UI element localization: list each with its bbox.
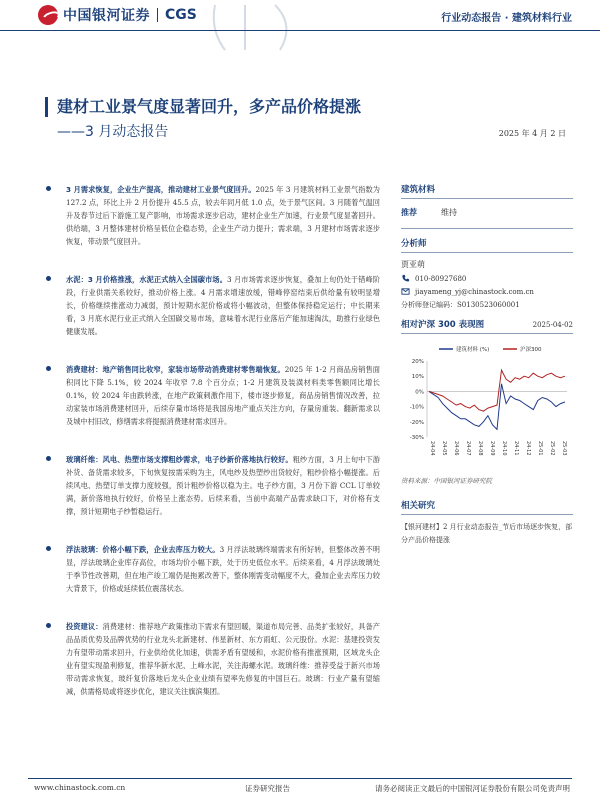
x-tick-label: 24-07 [465, 441, 471, 456]
bullet-highlight: 投资建议： [66, 622, 103, 631]
x-tick-label: 24-04 [429, 441, 435, 456]
bullet-item [44, 363, 380, 428]
watermark-icon [205, 0, 305, 55]
bullet-highlight: 3 月需求恢复，企业生产提高，推动建材工业景气度回升。 [66, 185, 256, 194]
email-row [401, 287, 573, 296]
rating-value: 维持 [441, 208, 457, 217]
report-date: 2025 年 4 月 2 日 [498, 129, 566, 138]
sidebar-divider [401, 198, 573, 199]
sidebar-divider [401, 252, 573, 253]
title-accent-bar [45, 97, 48, 117]
bullet-text: 消费建材：推荐地产政策推动下需求有望回暖，渠道布局完善、品类扩张较好，具备产品品质优势及品牌优势的行业龙头北新建材、伟星新材、东方雨虹、公元股份。水泥：基建投资发力有望带动需求回升，行业供给优化加速，供需矛盾有望缓和，水泥价格有推涨预期，区域龙头企业有望实现盈利修复，推荐华新水泥、上峰水泥，关注海螺水泥。玻璃纤维：推荐受益于新兴市场带动需求恢复，玻纤复价落地后龙头企业业绩有望率先修复的中国巨石。玻璃：行业产量有望缩减，供需格局或将逐步优化，建议关注旗滨集团。 [66, 622, 380, 696]
legend-label: 沪深300 [520, 347, 542, 353]
logo-cn: 中国银河证券 [63, 8, 150, 24]
x-tick-label: 24-10 [501, 441, 507, 456]
page-header [0, 0, 600, 32]
x-tick-label: 24-11 [513, 441, 519, 456]
rating-row [401, 203, 573, 222]
bullet-item [44, 273, 380, 338]
logo-icon [38, 5, 58, 25]
y-tick-label: -30% [409, 435, 424, 441]
footer-divider [28, 778, 572, 779]
sidebar-divider [401, 228, 573, 229]
email-icon [401, 287, 410, 296]
logo-en: CGS [165, 7, 197, 23]
bullet-text: 3 月市场需求逐步恢复，叠加上旬仍处于错峰阶段，行业供需关系较好，推动价格上涨。4 月需求增速放缓，错峰停窑结束后供给量有较明显增长，价格继续推涨动力减弱，预计短期水泥价格或将小幅波动，但整体保持稳定运行；中长期来看，3 月底水泥行业正式纳入全国碳交易市场，意味着水泥行业落后产能加速淘汰，助推行业绿色健康发展。 [66, 275, 380, 336]
rating-label: 推荐 [401, 208, 417, 217]
analyst-phone: 010-80927680 [415, 274, 467, 283]
chart-title: 相对沪深 300 表现图 [401, 320, 485, 330]
bullet-text: 2025 年 3 月建筑材料工业景气指数为 127.2 点，环比上升 2 月份提升 45.5 点，较去年同月低 1.0 点，处于景气区间。3 月随着气温回升及春节过后下游施工复产影响，市场需求逐步启动，建材企业生产加速，行业景气度显著回升。供给端，3 月整体建材价格呈低位企稳态势，企业生产动力提升；需求端，3 月建材市场需求逐步恢复，带动景气度回升。 [66, 185, 380, 246]
header-divider [0, 30, 600, 31]
report-title: 建材工业景气度显著回升，多产品价格提涨 [57, 97, 362, 116]
footer-website[interactable]: www.chinastock.com.cn [34, 783, 126, 792]
x-tick-label: 24-09 [489, 441, 495, 456]
series-line [429, 370, 565, 411]
bullet-item [44, 543, 380, 595]
x-tick-label: 25-01 [537, 441, 543, 456]
phone-row [401, 274, 573, 283]
report-category: 行业动态报告 · 建筑材料行业 [441, 13, 572, 24]
x-tick-label: 25-02 [549, 441, 555, 456]
bullet-highlight: 水泥：3 月价格推涨，水泥正式纳入全国碳市场。 [66, 275, 228, 284]
bullet-item [44, 453, 380, 518]
chart-source: 资料来源：中国银河证券研究院 [401, 477, 492, 485]
related-research-link[interactable]: 【银河建材】2 月行业动态报告_节后市场逐步恢复，部分产品价格提涨 [401, 523, 573, 544]
x-tick-label: 25-03 [561, 441, 567, 456]
analyst-email[interactable]: jiayameng_yj@chinastock.com.cn [415, 287, 534, 296]
bullet-text: 2025 年 1-2 月商品房销售面积同比下降 5.1%，较 2024 年收窄 7.8 个百分点；1-2 月建筑及装潢材料类零售额同比增长 0.1%，较 2024 年由跌转涨，在地产政策刺激作用下，楼市逐步修复，商品房销售情况改善，拉动家装市场消费建材回升，后续存量市场将是我国房地产重点关注方向，存量房重装、翻新需求以及城中村旧改，修缮需求将提振消费建材需求回升。 [66, 365, 380, 426]
chart-header [401, 318, 573, 333]
series-line [429, 384, 565, 430]
report-subtitle: ——3 月动态报告 [57, 124, 169, 140]
sidebar [401, 183, 573, 547]
bullet-text: 3 月浮法玻璃终端需求有所好转，但整体改善不明显，浮法玻璃企业库存高位，市场均价小幅下跌，处于历史低位水平。后续来看，4 月浮法玻璃处于季节性改善期，但在地产竣工端仍是拖累改善下，整体刚需变动幅度不大，叠加企业去库压力较大背景下，价格或延续低位震荡状态。 [66, 545, 380, 593]
bullet-highlight: 玻璃纤维：风电、热塑市场支撑粗纱需求，电子纱新价落地执行较好。 [66, 455, 293, 464]
logo-divider [157, 8, 158, 22]
y-tick-label: 10% [411, 374, 424, 381]
y-tick-label: 0% [415, 389, 424, 396]
phone-icon [401, 274, 410, 283]
legend-label: 建筑材料 (%) [456, 347, 490, 353]
x-tick-label: 24-08 [477, 441, 483, 456]
y-tick-label: -10% [409, 404, 424, 411]
logo [38, 4, 197, 26]
y-tick-label: 20% [411, 359, 424, 365]
footer-disclaimer: 请务必阅读正文最后的中国银河证券股份有限公司免责声明 [375, 784, 570, 793]
y-tick-label: -20% [409, 419, 424, 426]
performance-chart [401, 341, 573, 469]
bullet-highlight: 浮法玻璃：价格小幅下跌，企业去库压力较大。 [66, 545, 220, 554]
sidebar-divider [401, 333, 573, 334]
bullet-item [44, 183, 380, 248]
footer-center: 证券研究报告 [245, 784, 290, 793]
related-label: 相关研究 [401, 501, 436, 511]
x-tick-label: 24-06 [453, 441, 459, 456]
bullet-text: 粗纱方面，3 月上旬中下游补货、备货需求较多，下旬恢复按需采购为主，风电纱及热塑纱出货较好，粗纱价格小幅提涨。后续风电、热塑订单支撑力度较强，预计粗纱价格以稳为主。电子纱方面，3 月份下游 CCL 订单较满，新价落地执行较好，价格呈上涨态势。后续来看，当前中高端产品需求缺口下，对价格有支撑，预计短期电子纱暂稳运行。 [66, 455, 380, 516]
bullet-highlight: 消费建材：地产销售同比收窄，家装市场带动消费建材零售端恢复。 [66, 365, 285, 374]
x-tick-label: 24-05 [441, 441, 447, 456]
chart-date: 2025-04-02 [532, 321, 573, 329]
x-tick-label: 24-12 [525, 441, 531, 456]
sidebar-divider [401, 514, 573, 515]
industry-label: 建筑材料 [401, 185, 436, 195]
analyst-name: 贾亚萌 [401, 260, 425, 269]
analyst-label: 分析师 [401, 239, 427, 249]
analyst-cert: 分析师登记编码：S0130523060001 [401, 301, 520, 309]
bullet-item [44, 620, 380, 698]
